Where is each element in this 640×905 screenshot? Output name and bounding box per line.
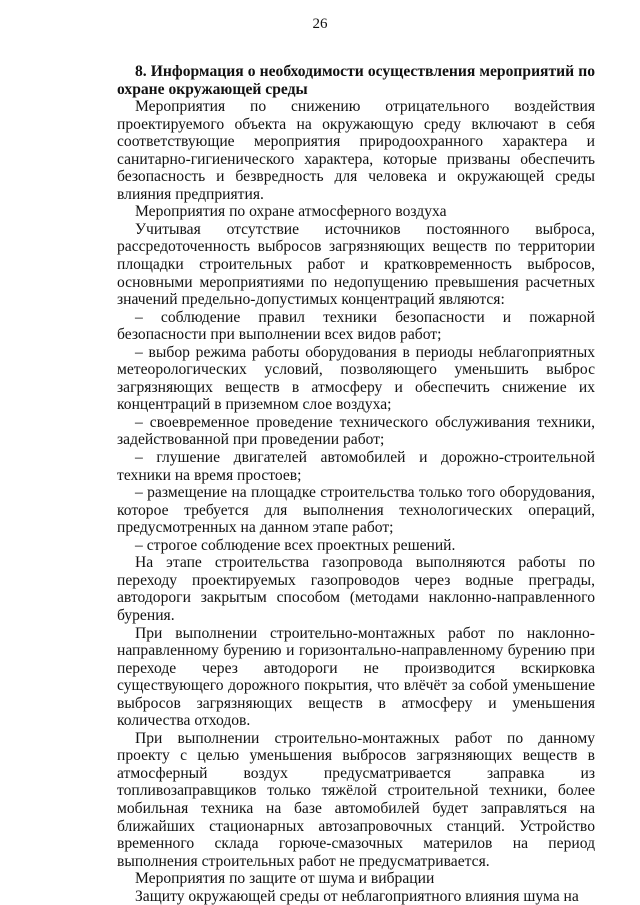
paragraph-air-measures: Учитывая отсутствие источников постоянного выброса, рассредоточенность выбросов загрязняющих веществ по территории площадки строительных работ и кратковременность выбросов, основными мероприятиями по недопущению превышения расчетных значений предельно-допустимых концентраций являются: xyxy=(117,220,595,309)
section-heading: 8. Информация о необходимости осуществления мероприятий по охране окружающей среды xyxy=(117,63,595,98)
list-item-safety-rules: – соблюдение правил техники безопасности и пожарной безопасности при выполнении всех видов работ; xyxy=(117,308,595,344)
list-item-equipment-mode: – выбор режима работы оборудования в периоды неблагоприятных метеорологических условий, позволяющего уменьшить выброс загрязняющих веществ в атмосферу и обеспечить снижение их концентраций в приземном слое воздуха; xyxy=(117,343,595,414)
paragraph-directional-drilling: При выполнении строительно-монтажных работ по наклонно-направленному бурению и горизонтально-направленному бурению при переходе через автодороги не производится вскирковка существующего дорожного покрытия, что влёчёт за собой уменьшение выбросов загрязняющих веществ в атмосферу и уменьшения количества отходов. xyxy=(117,624,595,730)
list-item-equipment-placement: – размещение на площадке строительства только того оборудования, которое требуется для выполнения технологических операций, предусмотренных на данном этапе работ; xyxy=(117,484,595,537)
paragraph-noise-protection: Защиту окружающей среды от неблагоприятного влияния шума на xyxy=(135,887,579,905)
page-number: 26 xyxy=(312,16,328,32)
list-item-maintenance: – своевременное проведение технического обслуживания техники, задействованной при проведении работ; xyxy=(117,413,595,449)
subheading-noise-vibration: Мероприятия по защите от шума и вибрации xyxy=(135,870,435,888)
paragraph-pipeline-crossing: На этапе строительства газопровода выполняются работы по переходу проектируемых газопроводов через водные преграды, автодороги закрытым способом (методами наклонно-направленного бурения. xyxy=(117,554,595,624)
list-item-engine-shutdown: – глушение двигателей автомобилей и дорожно-строительной техники на время простоев; xyxy=(117,449,595,484)
document-body xyxy=(117,63,595,905)
subheading-air-protection: Мероприятия по охране атмосферного воздуха xyxy=(135,203,447,221)
paragraph-fueling: При выполнении строительно-монтажных работ по данному проекту с целью уменьшения выбросов загрязняющих веществ в атмосферный воздух предусматривается заправка из топливозаправщиков только тяжёлой строительной техники, более мобильная техника на базе автомобилей будет заправляться на ближайших стационарных автозапровочных станций. Устройство временного склада горюче-смазочных материлов на период выполнения строительных работ не предусматривается. xyxy=(117,729,595,870)
list-item-project-compliance: – строгое соблюдение всех проектных решений. xyxy=(135,536,456,554)
paragraph-intro: Мероприятия по снижению отрицательного воздействия проектируемого объекта на окружающую среду включают в себя соответствующие мероприятия природоохранного характера и санитарно-гигиенического характера, которые призваны обеспечить безопасность и безвредность для человека и окружающей среды влияния предприятия. xyxy=(117,98,595,203)
